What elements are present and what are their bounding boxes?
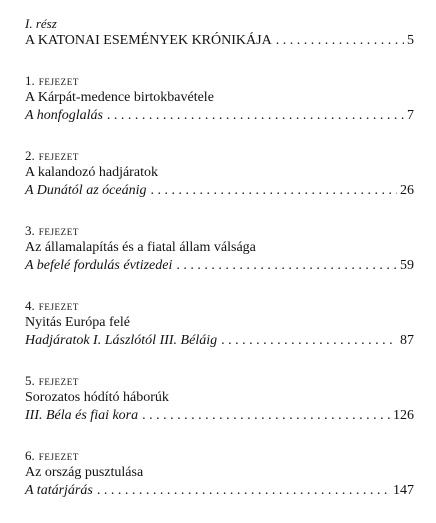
chapter-label [25,73,414,89]
chapter-label [25,223,414,239]
chapter-title: A Kárpát-medence birtokbavétele [25,90,214,105]
chapter-entry [25,373,414,425]
chapter-word: FEJEZET [38,452,79,462]
page-number: 126 [393,408,414,423]
chapter-subtitle: A honfoglalás [25,108,103,123]
chapter-number: 3. [25,223,35,238]
dot-leader [176,257,397,275]
chapter-title: Az államalapítás és a fiatal állam válsága [25,240,256,255]
chapter-subtitle-line [25,107,414,125]
chapter-subtitle: Hadjáratok I. Lászlótól III. Béláig [25,333,218,348]
chapter-subtitle-line [25,257,414,275]
chapter-entry [25,298,414,350]
table-of-contents [25,16,414,500]
chapter-number: 6. [25,448,35,463]
chapter-subtitle-line [25,332,414,350]
chapter-label [25,373,414,389]
chapter-word: FEJEZET [38,302,79,312]
dot-leader [276,32,404,50]
chapter-title: Az ország pusztulása [25,465,144,480]
chapter-entry [25,73,414,125]
dot-leader [150,182,397,200]
chapter-number: 1. [25,73,35,88]
chapter-word: FEJEZET [38,152,79,162]
page-number: 147 [393,483,414,498]
chapter-number: 5. [25,373,35,388]
page-number: 59 [400,258,414,273]
chapter-label [25,448,414,464]
part-title: A KATONAI ESEMÉNYEK KRÓNIKÁJA [25,33,272,48]
page-number: 5 [407,33,414,48]
part-title-line [25,32,414,50]
chapter-label [25,298,414,314]
chapter-subtitle: A Dunától az óceánig [25,183,147,198]
chapter-number: 4. [25,298,35,313]
chapter-subtitle-line [25,182,414,200]
dot-leader [142,407,390,425]
chapter-number: 2. [25,148,35,163]
chapter-subtitle: A tatárjárás [25,483,93,498]
page-number: 7 [407,108,414,123]
page-number: 26 [400,183,414,198]
chapter-word: FEJEZET [38,77,79,87]
chapter-subtitle: III. Béla és fiai kora [25,408,139,423]
chapter-entry [25,223,414,275]
dot-leader [97,482,390,500]
part-label: I. rész [25,16,57,31]
chapter-subtitle: A befelé fordulás évtizedei [25,258,173,273]
chapter-label [25,148,414,164]
page-number: 87 [400,333,414,348]
chapter-title: Sorozatos hódító háborúk [25,390,169,405]
chapter-entry [25,448,414,500]
dot-leader [221,332,397,350]
dot-leader [107,107,404,125]
chapter-entry [25,148,414,200]
chapter-title: Nyitás Európa felé [25,315,130,330]
chapter-word: FEJEZET [38,227,79,237]
chapter-word: FEJEZET [38,377,79,387]
chapter-subtitle-line [25,482,414,500]
chapter-subtitle-line [25,407,414,425]
chapter-title: A kalandozó hadjáratok [25,165,158,180]
